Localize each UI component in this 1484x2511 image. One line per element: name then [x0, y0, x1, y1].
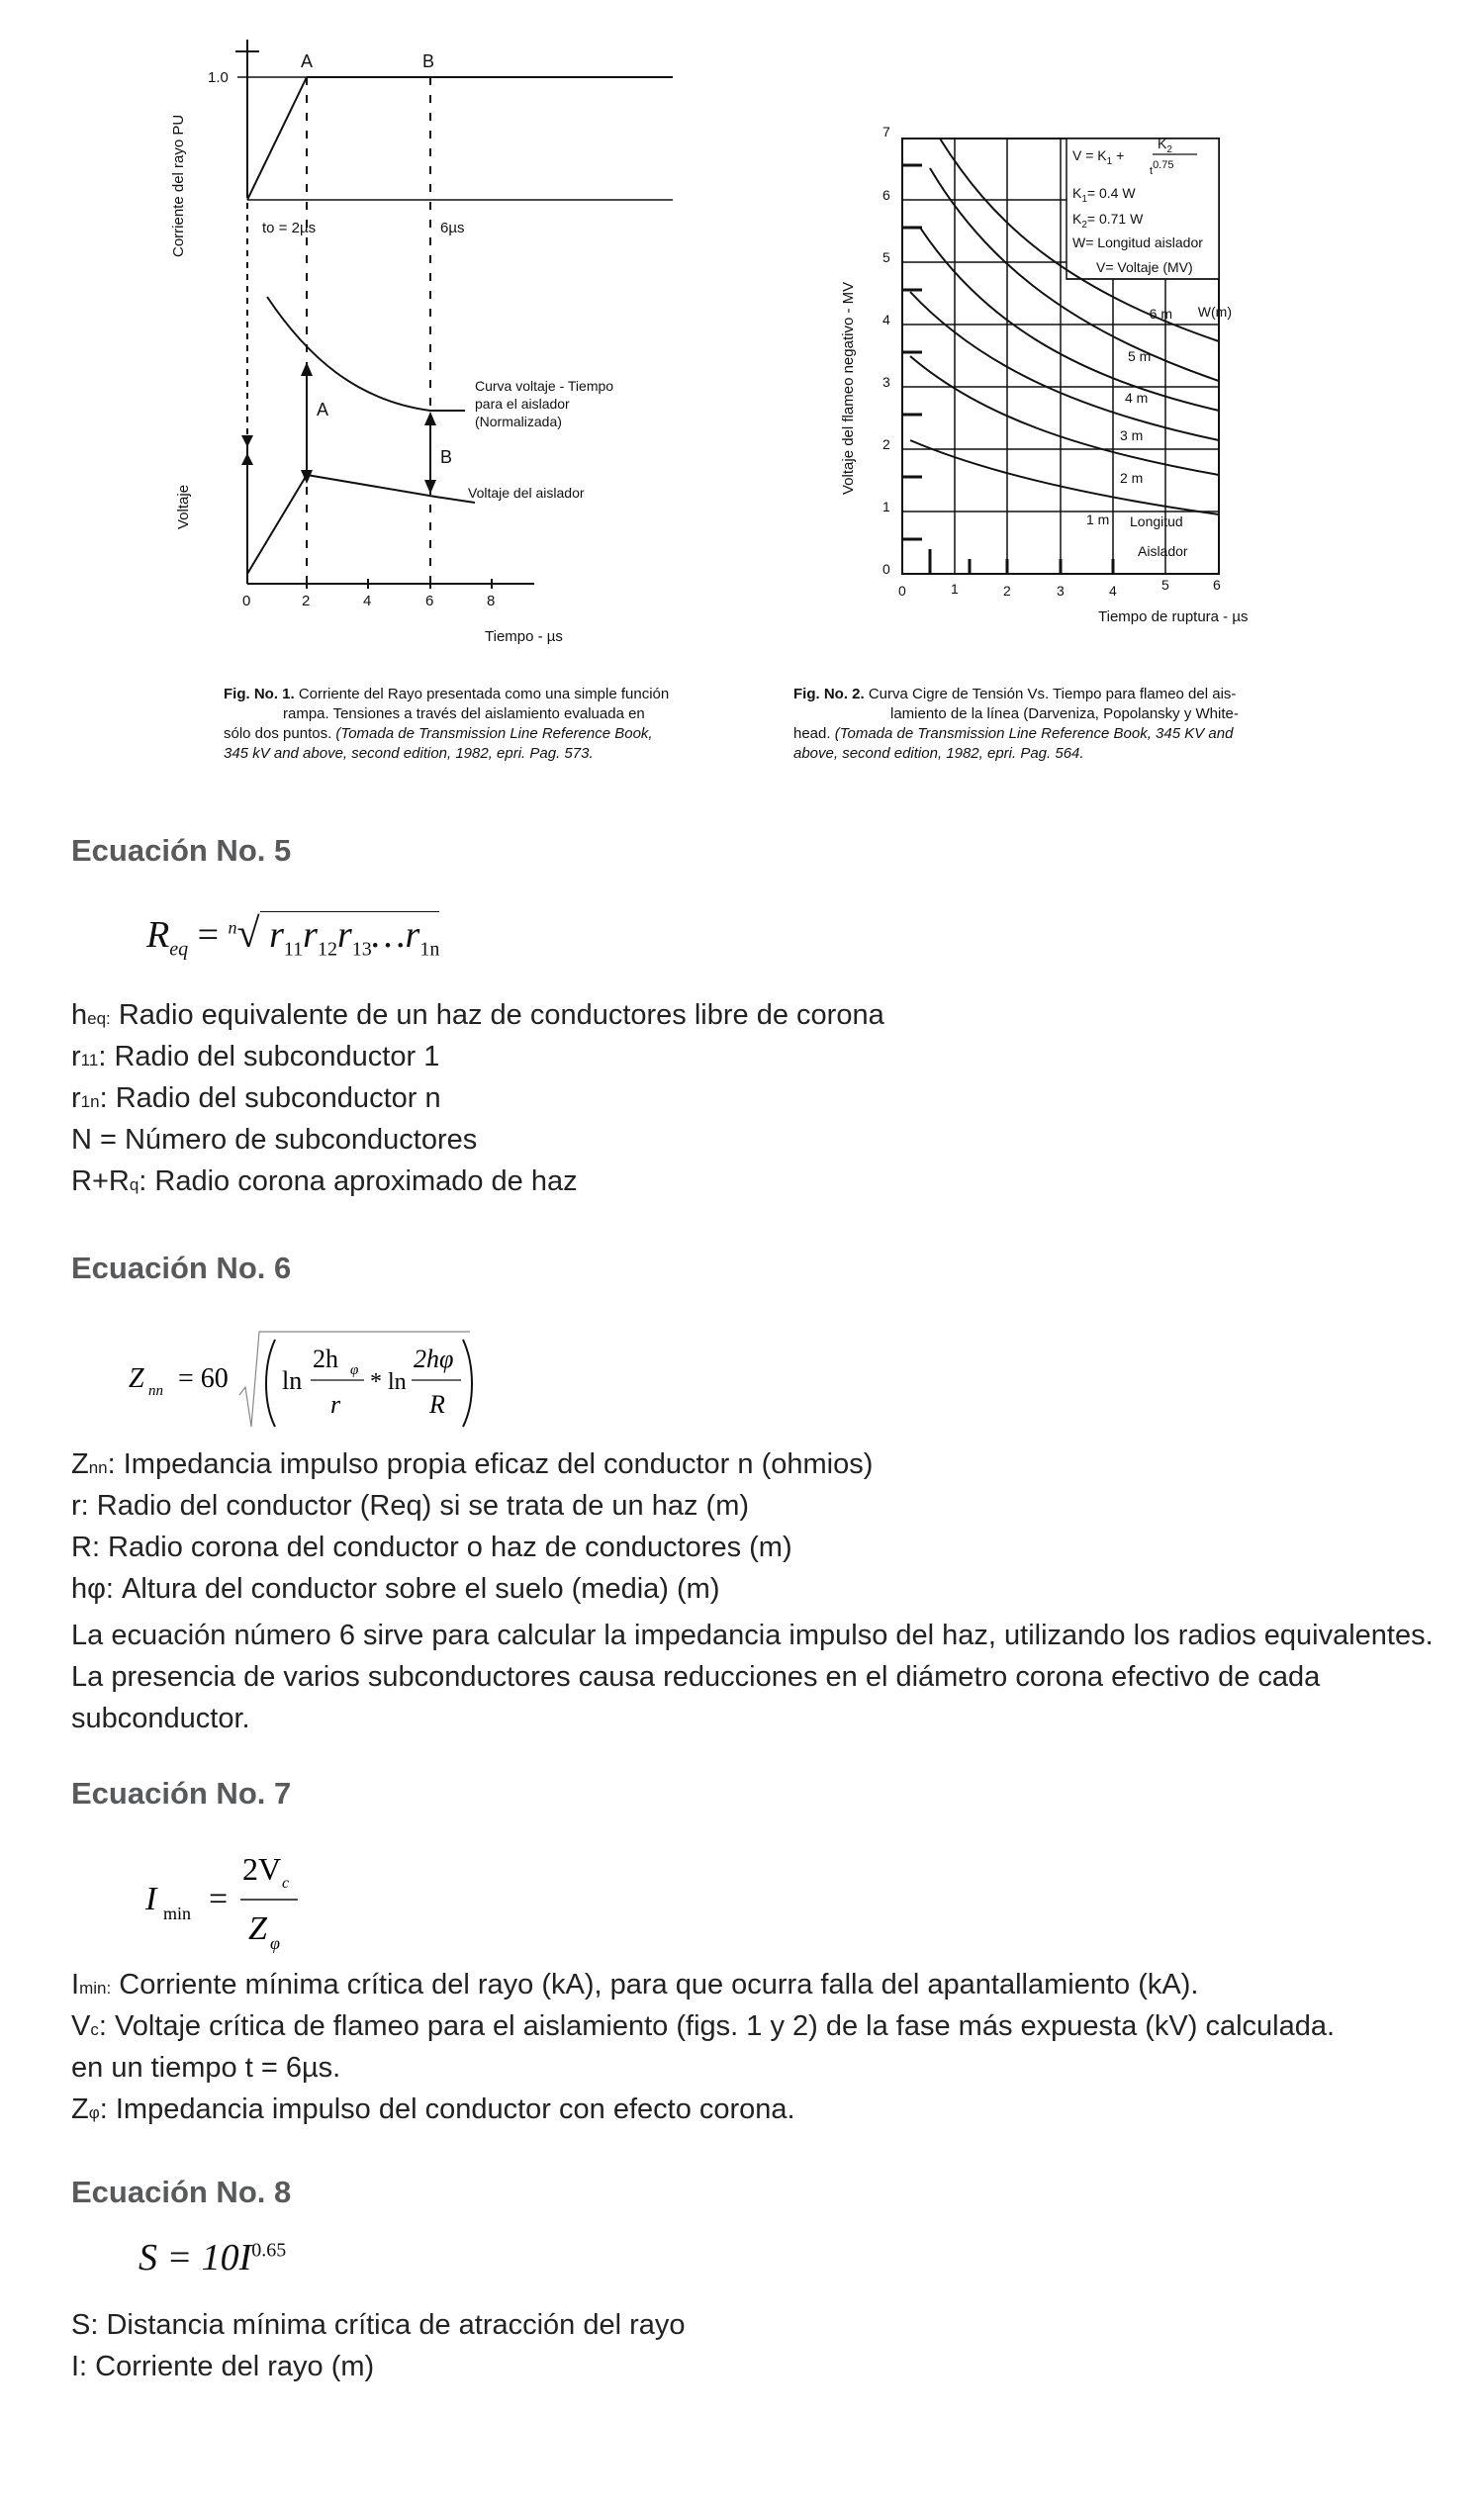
fig2-curve-label-5m: 5 m [1128, 348, 1152, 364]
fig2-x-tick-1: 1 [951, 581, 959, 597]
eq7-formula [143, 1840, 341, 1959]
eq7-def-t-text: en un tiempo t = 6µs. [71, 2052, 341, 2084]
eq6-den2: R [429, 1390, 445, 1419]
eq5-def-r1n-sym: r [71, 1082, 81, 1114]
eq7-def-imin-sub: min: [79, 1979, 112, 1998]
eq6-num1-sub: φ [350, 1362, 359, 1378]
eq8-lhs: S = 10I [139, 2237, 252, 2278]
fig1-x-tick-4: 4 [363, 593, 372, 609]
eq5-def-heq-sym: h [71, 999, 88, 1031]
eq5-term-3-sub: 13 [351, 938, 372, 961]
fig1-caption-line4: 345 kV and above, second edition, 1982, epri. Pag. 573. [224, 745, 594, 762]
fig1-curve-label-2: para el aislador [475, 396, 570, 412]
eq7-lhs: I [145, 1881, 157, 1917]
eq6-def-h [71, 1573, 719, 1606]
eq7-def-t [71, 2052, 340, 2085]
fig2-formula-exp: 0.75 [1153, 159, 1174, 171]
eq6-coef: = 60 [178, 1363, 229, 1394]
eq6-def-h-text: hφ: Altura del conductor sobre el suelo (media) (m) [71, 1573, 720, 1605]
fig2-caption-line3-italic: (Tomada de Transmission Line Reference Book, 345 KV and [834, 725, 1234, 742]
eq7-def-zphi [71, 2093, 795, 2126]
fig2-w-col: W(m) [1197, 304, 1232, 320]
eq8-formula [139, 2236, 286, 2279]
fig1-xlabel: Tiempo - µs [485, 628, 563, 645]
eq6-lhs-sub: nn [148, 1383, 163, 1399]
eq6-times-ln: * ln [370, 1369, 407, 1395]
eq5-def-n-sym: N = Número de subconductores [71, 1124, 478, 1156]
fig2-x-tick-0: 0 [898, 583, 906, 599]
fig2-longitud: Longitud [1130, 513, 1183, 529]
fig2-k1-sub: 1 [1081, 194, 1087, 205]
eq5-def-heq [71, 999, 884, 1032]
fig2-k2-label: K [1072, 211, 1082, 227]
fig1-x-tick-0: 0 [242, 593, 251, 609]
fig1-ylabel-voltage: Voltaje [175, 484, 192, 529]
fig2-y-tick-2: 2 [882, 436, 890, 452]
fig1-x-tick-6: 6 [425, 593, 434, 609]
eq6-def-znn-sym: Z [71, 1448, 89, 1480]
eq5-def-rq-sub: q [129, 1175, 139, 1194]
eq5-lhs-sub: eq [169, 938, 189, 961]
fig2-y-tick-7: 7 [882, 124, 890, 140]
fig2-aislador: Aislador [1138, 543, 1188, 559]
eq5-term-4: …r [371, 914, 420, 956]
eq7-def-vc-sym: V [71, 2010, 91, 2042]
eq7-equals: = [209, 1881, 229, 1917]
fig1-point-b: B [422, 51, 435, 71]
fig2-curve-label-1m: 1 m [1086, 512, 1110, 527]
eq6-def-znn-text: : Impedancia impulso propia eficaz del conductor n (ohmios) [107, 1448, 874, 1480]
eq5-def-n [71, 1124, 477, 1157]
eq6-def-znn-sub: nn [88, 1458, 108, 1477]
eq6-def-r [71, 1490, 749, 1523]
eq5-term-1-sub: 11 [283, 938, 304, 961]
eq5-def-heq-text: Radio equivalente de un haz de conductores libre de corona [110, 999, 884, 1031]
fig1-caption-line3-italic: (Tomada de Transmission Line Reference Book, [335, 725, 653, 742]
fig1-point-a: A [301, 51, 314, 71]
fig2-x-tick-6: 6 [1213, 577, 1221, 593]
fig2-curve-label-3m: 3 m [1120, 427, 1144, 443]
eq6-def-r-text: r: Radio del conductor (Req) si se trata de un haz (m) [71, 1490, 750, 1522]
eq5-def-r11 [71, 1041, 439, 1073]
eq5-heading: Ecuación No. 5 [71, 833, 292, 868]
fig2-y-tick-0: 0 [882, 561, 890, 577]
eq7-den: Z [248, 1910, 267, 1947]
eq7-def-vc-sub: c [90, 2020, 99, 2039]
eq7-def-imin-text: Corriente mínima crítica del rayo (kA), para que ocurra falla del apantallamiento (kA). [111, 1969, 1199, 2000]
fig2-caption-line1: Curva Cigre de Tensión Vs. Tiempo para flameo del ais- [868, 686, 1237, 702]
fig2-curve-label-6m: 6 m [1149, 306, 1172, 322]
eq7-def-zphi-sub: φ [88, 2103, 100, 2122]
eq5-term-4-sub: 1n [419, 938, 440, 961]
fig2-y-tick-3: 3 [882, 374, 890, 390]
eq6-formula [129, 1326, 505, 1435]
fig2-caption-prefix: Fig. No. 2. [793, 686, 865, 702]
eq5-def-r1n [71, 1082, 441, 1115]
fig1-point-a-arrow: A [317, 400, 329, 419]
fig1-x-tick-8: 8 [487, 593, 496, 609]
fig2-x-tick-2: 2 [1003, 583, 1011, 599]
eq5-term-1: r [269, 914, 284, 956]
fig1-curve-label-1: Curva voltaje - Tiempo [475, 378, 614, 394]
eq5-def-r11-sub: 11 [80, 1051, 99, 1070]
eq6-heading: Ecuación No. 6 [71, 1251, 292, 1285]
fig2-formula-v: V = K [1072, 147, 1107, 163]
eq5-lhs: R [146, 914, 170, 956]
fig2-formula-t: t [1150, 165, 1154, 177]
fig2-ylabel: Voltaje del flameo negativo - MV [840, 281, 857, 495]
eq7-def-vc [71, 2010, 1335, 2043]
fig2-k1-label: K [1072, 185, 1082, 201]
fig2-formula-k1-sub: 1 [1106, 156, 1113, 167]
eq8-def-s [71, 2309, 686, 2342]
eq5-term-2: r [303, 914, 318, 956]
eq8-def-i [71, 2351, 374, 2383]
eq6-num2: 2hφ [414, 1345, 454, 1373]
eq7-def-imin [71, 1969, 1198, 2001]
eq5-term-2-sub: 12 [317, 938, 337, 961]
figure-1-current-voltage-time [139, 20, 772, 653]
eq5-def-heq-sub: eq: [87, 1009, 111, 1028]
fig2-caption-line4: above, second edition, 1982, epri. Pag. 564. [793, 745, 1084, 762]
figure-2-cigre-curve [831, 109, 1306, 653]
fig1-six-label: 6µs [440, 220, 465, 236]
eq7-def-zphi-text: : Impedancia impulso del conductor con efecto corona. [99, 2093, 795, 2125]
fig2-v-def: V= Voltaje (MV) [1096, 259, 1193, 275]
fig1-curve-label-3: (Normalizada) [475, 414, 562, 429]
eq7-heading: Ecuación No. 7 [71, 1776, 292, 1811]
fig2-y-tick-6: 6 [882, 187, 890, 203]
eq8-heading: Ecuación No. 8 [71, 2175, 292, 2209]
fig2-caption-line3a: head. [793, 725, 831, 742]
eq5-def-r11-sym: r [71, 1041, 81, 1072]
eq5-term-3: r [336, 914, 352, 956]
eq6-num1: 2h [313, 1345, 338, 1373]
fig2-caption [793, 685, 1347, 764]
fig2-curve-label-4m: 4 m [1125, 390, 1149, 406]
fig2-formula-k2-sub: 2 [1166, 144, 1172, 155]
eq6-def-znn [71, 1448, 873, 1481]
fig2-formula-plus: + [1116, 147, 1125, 163]
fig2-k2-sub: 2 [1081, 220, 1087, 231]
fig1-point-b-arrow: B [440, 447, 453, 467]
fig2-formula-k2: K [1158, 136, 1167, 151]
fig1-insulator-label: Voltaje del aislador [468, 485, 585, 501]
fig2-w-def: W= Longitud aislador [1072, 234, 1203, 250]
fig2-y-tick-4: 4 [882, 312, 890, 327]
eq6-def-R-text: R: Radio corona del conductor o haz de conductores (m) [71, 1532, 792, 1563]
fig2-y-tick-1: 1 [882, 499, 890, 514]
eq6-lhs: Z [129, 1363, 144, 1394]
eq7-def-imin-sym: I [71, 1969, 80, 2000]
fig1-ylabel-current: Corriente del rayo PU [170, 114, 187, 257]
eq5-def-r1n-sub: 1n [80, 1092, 100, 1111]
fig1-caption [224, 685, 758, 764]
eq6-formula-svg [129, 1326, 505, 1435]
fig1-caption-line2: rampa. Tensiones a través del aislamiento evaluada en [283, 705, 645, 722]
fig2-curve-label-2m: 2 m [1120, 470, 1144, 486]
eq6-def-R [71, 1532, 792, 1564]
eq6-ln-1: ln [282, 1366, 303, 1395]
eq6-paragraph: La ecuación número 6 sirve para calcular la impedancia impulso del haz, utilizando los radios equivalentes. La presencia de varios subconductores causa reducciones en el diámetro corona efectivo de cada subconductor. [71, 1620, 1434, 1734]
fig2-k2-rest: = 0.71 W [1086, 211, 1144, 227]
eq5-def-rq-text: : Radio corona aproximado de haz [139, 1165, 578, 1197]
eq8-exp: 0.65 [251, 2239, 287, 2262]
fig1-tick-one: 1.0 [208, 69, 229, 86]
eq7-def-vc-text: : Voltaje crítica de flameo para el aislamiento (figs. 1 y 2) de la fase más expuesta (kV) calculada. [98, 2010, 1336, 2042]
eq7-num: 2V [242, 1851, 282, 1887]
eq5-def-rq-sym: R+R [71, 1165, 130, 1197]
fig2-x-tick-4: 4 [1109, 583, 1117, 599]
fig2-xlabel: Tiempo de ruptura - µs [1098, 608, 1249, 625]
fig1-caption-line1: Corriente del Rayo presentada como una simple función [298, 686, 670, 702]
fig2-y-tick-5: 5 [882, 249, 890, 265]
eq7-den-sub: φ [270, 1933, 280, 1953]
eq5-formula: $R_{eq} = ^n√$ $r_{11}r_{12}r_{13}\dots r_{1n}$ [146, 911, 440, 961]
fig2-x-tick-3: 3 [1057, 583, 1065, 599]
eq7-num-sub: c [282, 1875, 290, 1892]
eq5-root-index: n [228, 917, 237, 938]
fig2-caption-line2: lamiento de la línea (Darveniza, Popolansky y White- [890, 705, 1239, 722]
eq7-def-zphi-sym: Z [71, 2093, 89, 2125]
eq8-def-s-text: S: Distancia mínima crítica de atracción del rayo [71, 2309, 686, 2341]
fig1-caption-line3: sólo dos puntos. [224, 725, 332, 742]
eq5-def-rq [71, 1165, 578, 1198]
fig1-to-label: to = 2µs [262, 220, 317, 236]
eq7-formula-svg [143, 1840, 341, 1959]
eq7-lhs-sub: min [163, 1904, 192, 1923]
eq6-den1: r [330, 1390, 341, 1419]
fig2-x-tick-5: 5 [1161, 577, 1169, 593]
fig2-k1-rest: = 0.4 W [1086, 185, 1136, 201]
eq5-def-r11-text: : Radio del subconductor 1 [98, 1041, 440, 1072]
fig1-caption-prefix: Fig. No. 1. [224, 686, 295, 702]
eq8-def-i-text: I: Corriente del rayo (m) [71, 2351, 375, 2382]
fig1-x-tick-2: 2 [302, 593, 311, 609]
eq5-def-r1n-text: : Radio del subconductor n [99, 1082, 441, 1114]
